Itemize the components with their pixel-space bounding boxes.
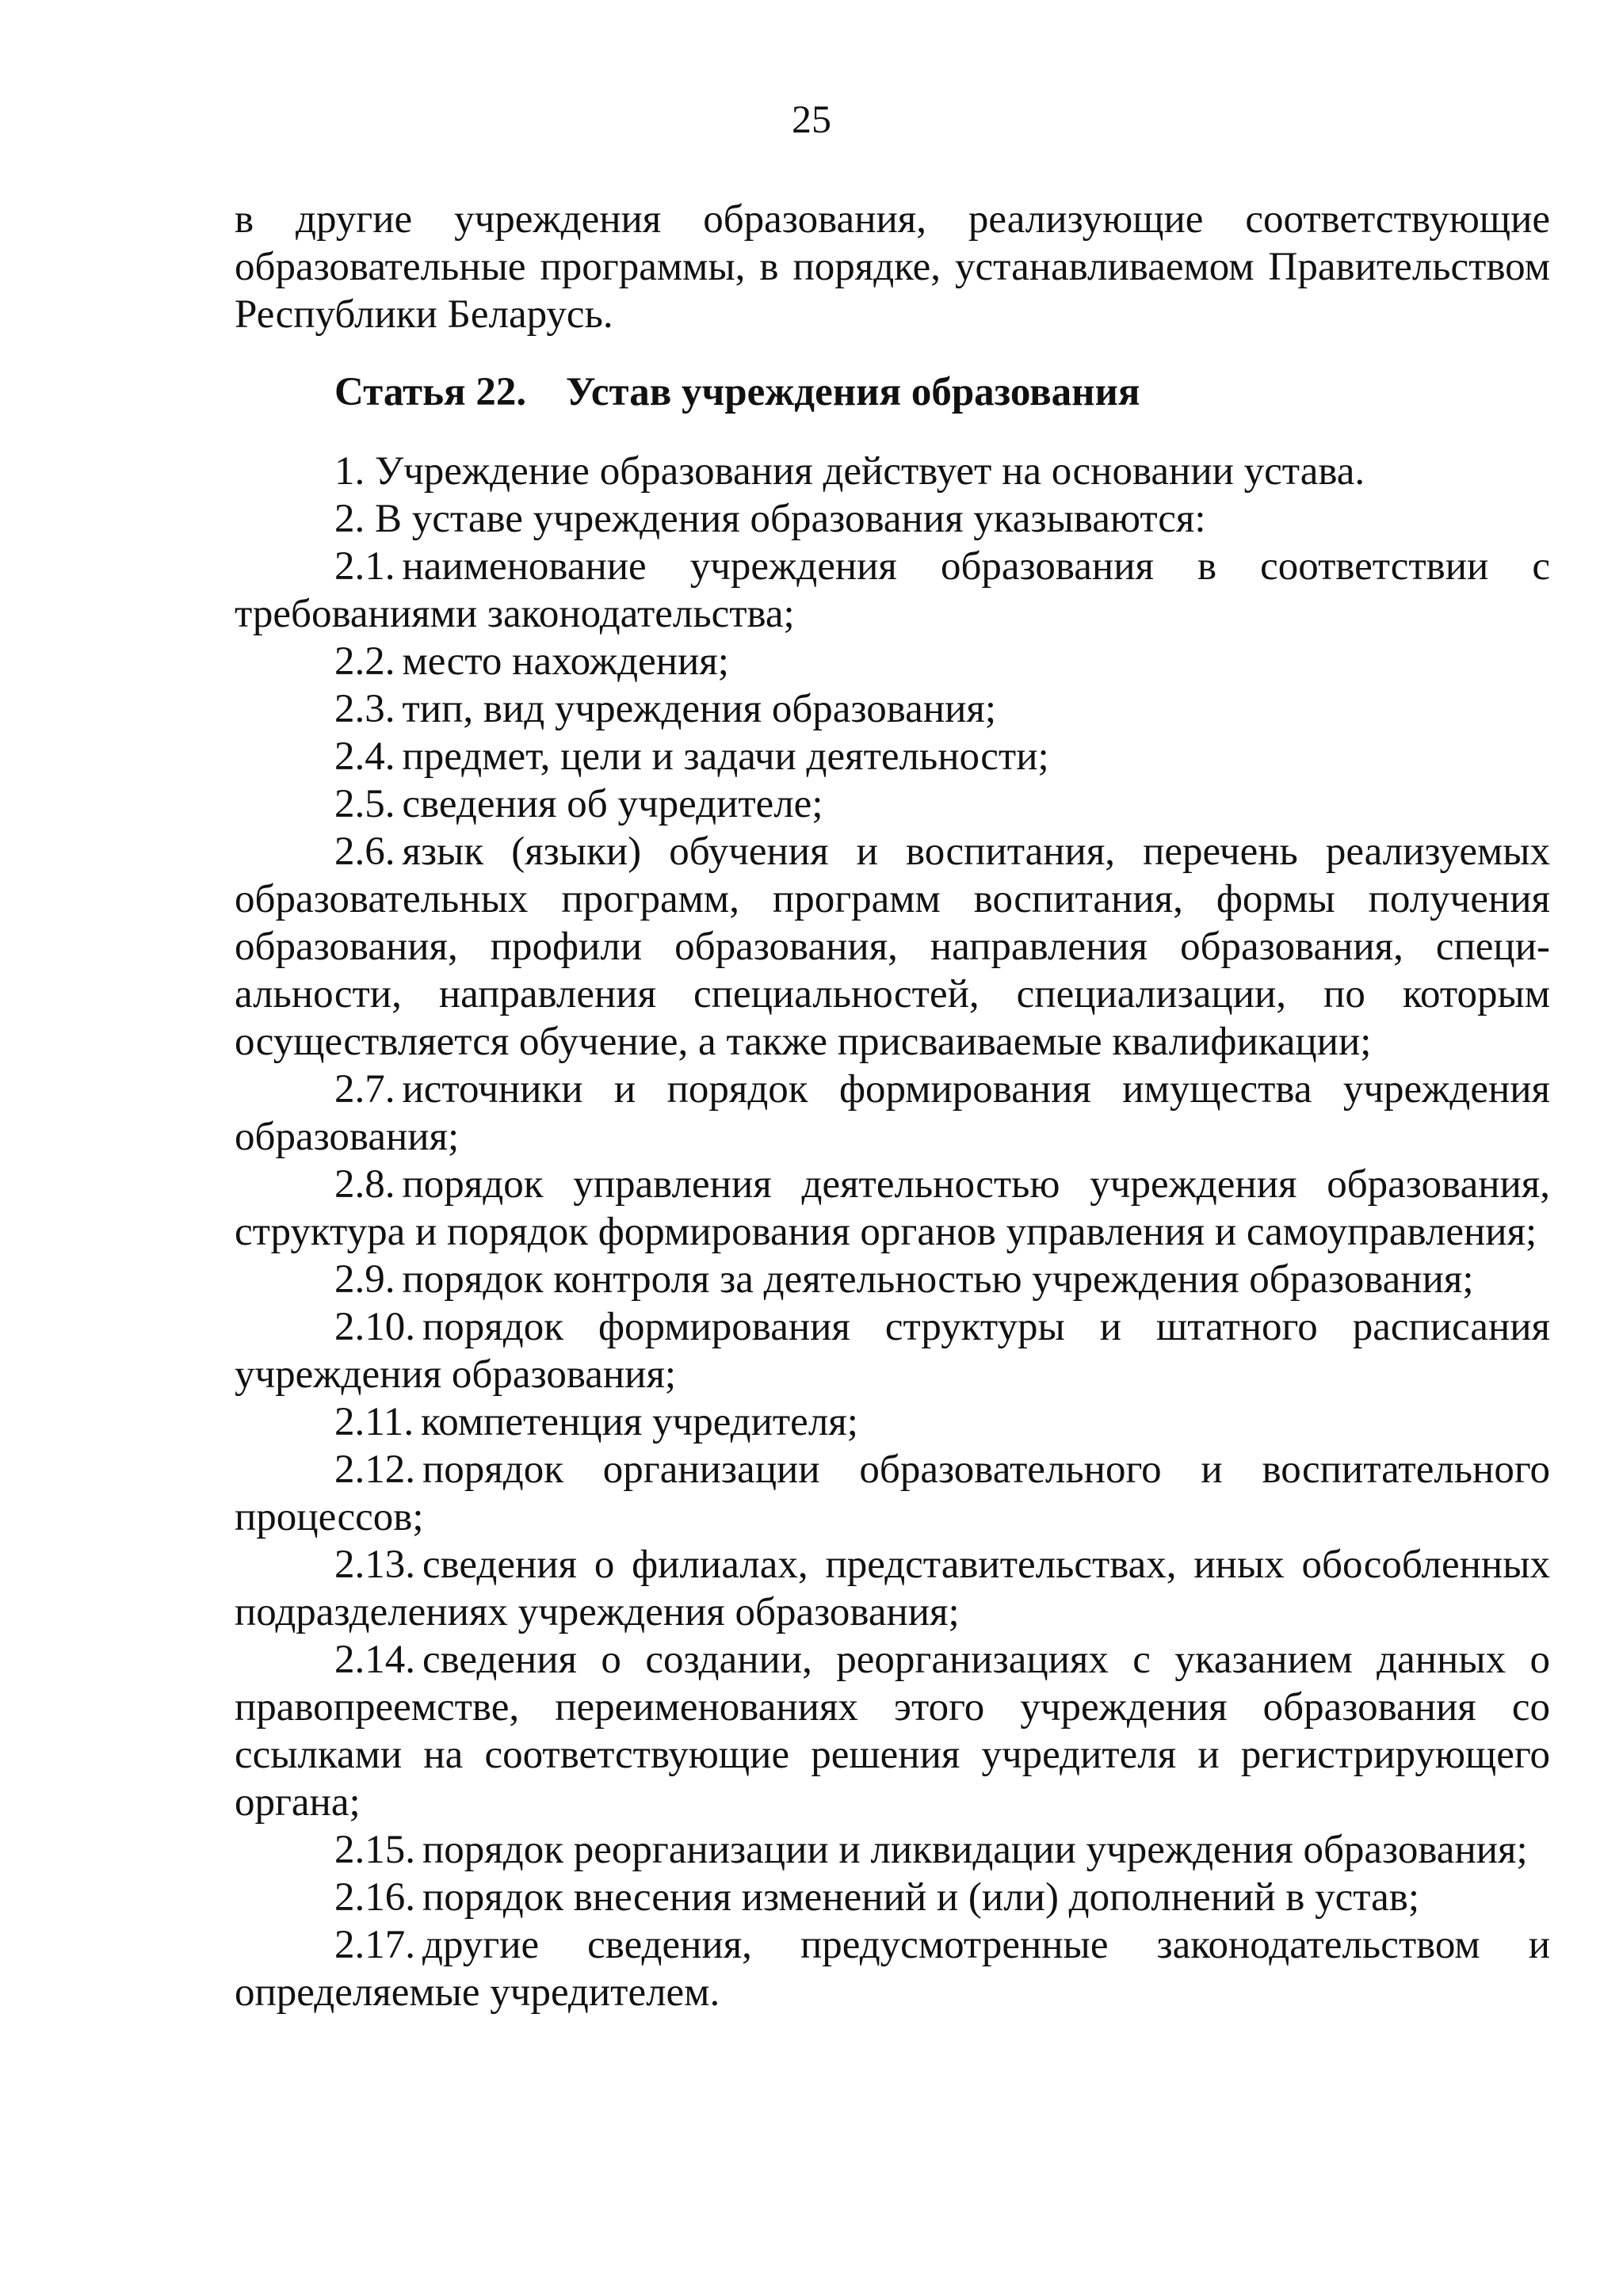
list-item-2-11: 2.11. компетенция учредителя; <box>334 1400 858 1444</box>
article-number: Статья 22. <box>334 370 527 414</box>
list-item-2-3: 2.3. тип, вид учреждения образования; <box>334 687 997 731</box>
list-item-2-2: 2.2. место нахождения; <box>334 639 729 684</box>
paragraph-1: 1. Учреждение образования действует на основании устава. <box>334 449 1365 494</box>
list-item-2-9: 2.9. порядок контроля за деятельностью учреждения образования; <box>334 1257 1474 1302</box>
article-heading <box>235 368 1550 416</box>
page-body <box>235 196 1550 2016</box>
article-title: Устав учреждения образования <box>566 370 1140 414</box>
list-of-charter-items <box>235 543 1550 2016</box>
list-item-2-17: 2.17. другие сведения, предусмотренные законодательством и определяемые учредителем. <box>235 1923 1550 2015</box>
list-item-2-14: 2.14. сведения о создании, реорганизациях с указанием данных о правопреемстве, переименованиях этого учреждения образования со ссылками на соответствующие решения учредителя и регистрирующего органа; <box>235 1638 1550 1825</box>
list-item-2-10: 2.10. порядок формирования структуры и штатного расписания учреждения образования; <box>235 1305 1550 1397</box>
list-item-2-8: 2.8. порядок управления деятельностью учреждения образования, структура и порядок формирования органов управления и самоуправления; <box>235 1162 1550 1254</box>
list-item-2-12: 2.12. порядок организации образовательного и воспитательного процессов; <box>235 1447 1550 1539</box>
list-item-2-5: 2.5. сведения об учредителе; <box>334 782 823 826</box>
list-item-2-16: 2.16. порядок внесения изменений и (или) дополнений в устав; <box>334 1875 1420 1920</box>
list-item-2-15: 2.15. порядок реорганизации и ликвидации учреждения образования; <box>334 1828 1528 1872</box>
list-item-2-6: 2.6. язык (языки) обучения и воспитания, перечень реализуемых образовательных программ, программ воспитания, формы получения образования, профили образования, направления образования, специальности, направления специальностей, специализации, по которым осуществляется обучение, а также присваиваемые квалификации; <box>235 830 1550 1064</box>
list-item-2-7: 2.7. источники и порядок формирования имущества учреждения образования; <box>235 1067 1550 1159</box>
paragraph-2: 2. В уставе учреждения образования указываются: <box>334 497 1206 541</box>
continuation-paragraph: в другие учреждения образования, реализующие соответствующие образовательные программы, в порядке, устанавливаемом Правительством Республики Беларусь. <box>235 197 1550 337</box>
list-item-2-4: 2.4. предмет, цели и задачи деятельности; <box>334 734 1049 779</box>
list-item-2-1: 2.1. наименование учреждения образования в соответствии с требованиями законодательства; <box>235 544 1550 636</box>
list-item-2-13: 2.13. сведения о филиалах, представительствах, иных обособленных подразделениях учреждения образования; <box>235 1543 1550 1634</box>
page-number: 25 <box>792 97 831 141</box>
